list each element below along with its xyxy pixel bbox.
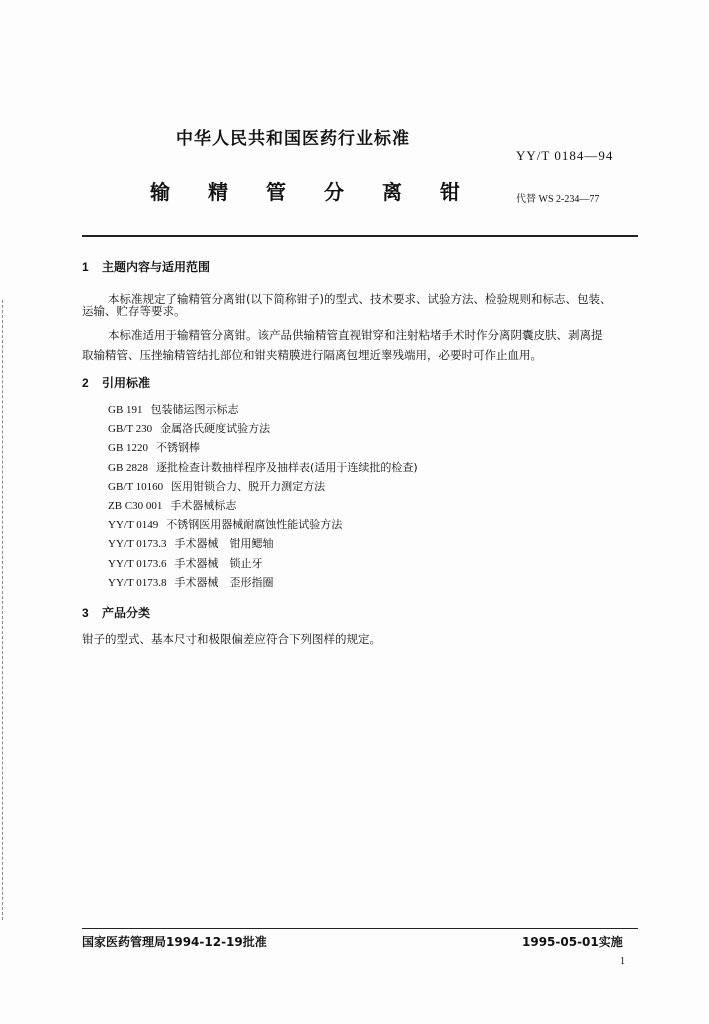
footer-divider (82, 928, 638, 929)
section-1-heading (82, 258, 210, 275)
reference-item (108, 400, 418, 419)
section-title: 引用标准 (102, 376, 151, 390)
document-title: 输精管分离钳 (150, 180, 498, 204)
section-number: 1 (82, 260, 89, 274)
reference-title: 金属洛氏硬度试验方法 (160, 422, 271, 436)
section-1-paragraph-line: 运输、贮存等要求。 (82, 304, 186, 318)
section-2-heading (82, 374, 150, 391)
reference-title: 包装储运图示标志 (150, 403, 239, 416)
section-1-paragraph-line: 取输精管、压挫输精管结扎部位和钳夹精膜进行隔离包埋近睾残端用，必要时可作止血用。 (82, 348, 542, 362)
section-1-paragraph-line: 本标准规定了输精管分离钳(以下简称钳子)的型式、技术要求、试验方法、检验规则和标志、包装、 (108, 292, 612, 306)
reference-item (108, 458, 418, 477)
section-number: 2 (82, 376, 89, 390)
reference-title: 不锈钢医用器械耐腐蚀性能试验方法 (166, 518, 343, 532)
section-title: 产品分类 (102, 606, 151, 620)
reference-item (108, 419, 418, 438)
reference-list (108, 400, 418, 592)
reference-code: GB/T 230 (108, 423, 153, 436)
page-number: 1 (620, 956, 625, 967)
reference-title: 手术器械 歪形指圈 (174, 575, 274, 589)
reference-title: 不锈钢棒 (156, 441, 201, 455)
industry-standard-title: 中华人民共和国医药行业标准 (176, 129, 410, 149)
reference-title: 逐批检查计数抽样程序及抽样表(适用于连续批的检查) (156, 460, 418, 474)
reference-item (108, 496, 418, 515)
reference-code: YY/T 0173.8 (108, 576, 167, 589)
reference-item (108, 534, 418, 553)
reference-item (108, 515, 418, 534)
reference-code: YY/T 0173.6 (108, 557, 167, 570)
standard-number: YY/T 0184—94 (516, 148, 614, 163)
reference-title: 手术器械 锁止牙 (174, 556, 263, 570)
reference-title: 手术器械标志 (170, 498, 237, 512)
header-divider (82, 235, 638, 237)
replaces-standard: 代替 WS 2-234—77 (516, 194, 600, 205)
reference-item (108, 573, 418, 592)
approval-info: 国家医药管理局1994-12-19批准 (82, 935, 267, 949)
section-3-heading (82, 604, 150, 621)
section-1-paragraph-line: 本标准适用于输精管分离钳。该产品供输精管直视钳穿和注射粘堵手术时作分离阴囊皮肤、剥离提 (108, 328, 603, 342)
reference-code: GB 1220 (108, 442, 149, 455)
reference-code: GB 191 (108, 404, 143, 416)
reference-item (108, 477, 418, 496)
reference-code: YY/T 0173.3 (108, 538, 167, 551)
reference-title: 手术器械 钳用鳃轴 (174, 537, 274, 551)
reference-title: 医用钳锁合力、脱开力测定方法 (171, 479, 326, 493)
reference-code: ZB C30 001 (108, 499, 163, 512)
section-3-paragraph-line: 钳子的型式、基本尺寸和极限偏差应符合下列图样的规定。 (82, 632, 381, 646)
reference-code: GB 2828 (108, 461, 149, 474)
implementation-date: 1995-05-01实施 (522, 935, 623, 949)
section-title: 主题内容与适用范围 (102, 260, 211, 274)
reference-item (108, 438, 418, 457)
scan-edge-mark (2, 300, 3, 920)
reference-item (108, 554, 418, 573)
reference-code: GB/T 10160 (108, 480, 164, 493)
reference-code: YY/T 0149 (108, 519, 159, 532)
section-number: 3 (82, 606, 89, 620)
